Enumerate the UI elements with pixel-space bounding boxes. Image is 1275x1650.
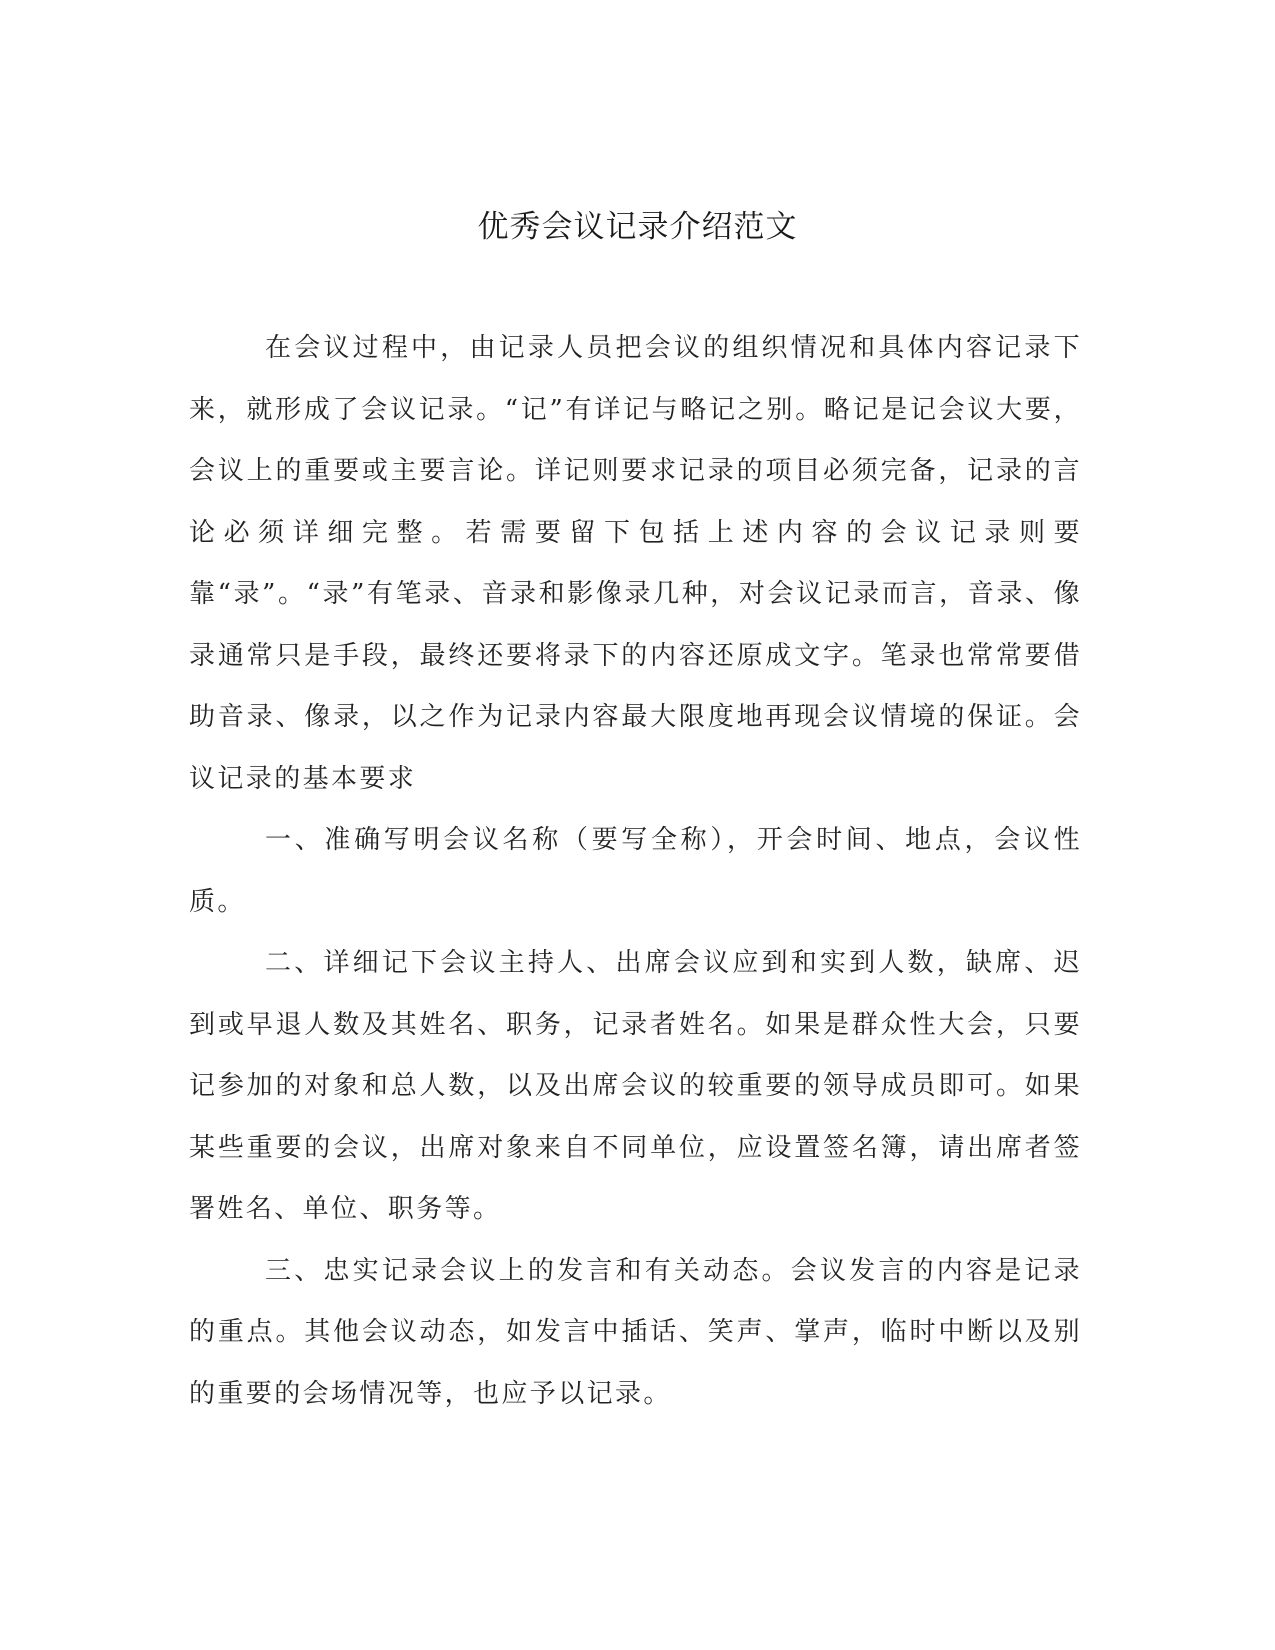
paragraph-requirement-2: 二、详细记下会议主持人、出席会议应到和实到人数，缺席、迟到或早退人数及其姓名、职务，记录者姓名。如果是群众性大会，只要记参加的对象和总人数，以及出席会议的较重要的领导成员即可。如果某些重要的会议，出席对象来自不同单位，应设置签名簿，请出席者签署姓名、单位、职务等。 xyxy=(189,948,1082,1224)
document-body xyxy=(189,318,1082,1425)
paragraph-requirement-1: 一、准确写明会议名称（要写全称），开会时间、地点，会议性质。 xyxy=(189,825,1082,917)
document-title: 优秀会议记录介绍范文 xyxy=(477,209,798,245)
paragraph-requirement-3: 三、忠实记录会议上的发言和有关动态。会议发言的内容是记录的重点。其他会议动态，如发言中插话、笑声、掌声，临时中断以及别的重要的会场情况等，也应予以记录。 xyxy=(189,1255,1082,1409)
paragraph-intro: 在会议过程中，由记录人员把会议的组织情况和具体内容记录下来，就形成了会议记录。“记”有详记与略记之别。略记是记会议大要，会议上的重要或主要言论。详记则要求记录的项目必须完备，记录的言论必须详细完整。若需要留下包括上述内容的会议记录则要靠“录”。“录”有笔录、音录和影像录几种，对会议记录而言，音录、像录通常只是手段，最终还要将录下的内容还原成文字。笔录也常常要借助音录、像录，以之作为记录内容最大限度地再现会议情境的保证。会议记录的基本要求 xyxy=(189,333,1082,794)
